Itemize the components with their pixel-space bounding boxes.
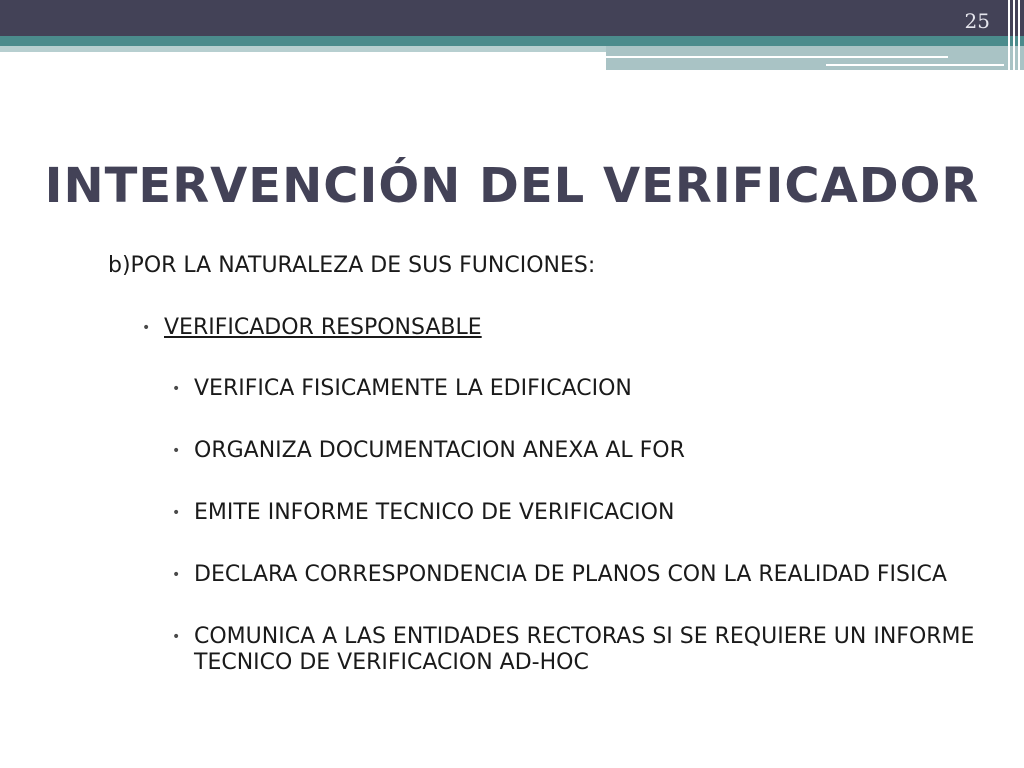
list-item-text: VERIFICA FISICAMENTE LA EDIFICACION [194,376,632,401]
section-bullet [108,314,988,342]
header-divider-line [606,56,948,58]
list-item [108,438,988,464]
list-item-text: ORGANIZA DOCUMENTACION ANEXA AL FOR [194,438,685,463]
section-label: VERIFICADOR RESPONSABLE [164,315,482,340]
list-item-text: EMITE INFORME TECNICO DE VERIFICACION [194,500,675,525]
header-vertical-lines [1004,0,1024,70]
list-item [108,376,988,402]
slide-number: 25 [964,9,990,33]
bullet-icon: • [172,629,181,645]
header-divider-line [826,64,1004,66]
bullet-icon: • [172,567,181,583]
list-item-text: DECLARA CORRESPONDENCIA DE PLANOS CON LA REALIDAD FISICA [194,562,947,587]
header-bar [0,0,1024,36]
bullet-icon: • [142,320,151,336]
slide-title: INTERVENCIÓN DEL VERIFICADOR [44,158,980,214]
header-step-block [606,46,1024,70]
header-light-band [0,46,606,52]
list-item [108,562,988,588]
slide-body [108,252,988,712]
bullet-icon: • [172,443,181,459]
list-item [108,624,988,676]
header-accent-band [0,36,1024,46]
list-item [108,500,988,526]
bullet-icon: • [172,505,181,521]
list-item-text: COMUNICA A LAS ENTIDADES RECTORAS SI SE REQUIERE UN INFORME TECNICO DE VERIFICACION AD-HOC [194,624,975,675]
bullet-icon: • [172,381,181,397]
intro-text: b)POR LA NATURALEZA DE SUS FUNCIONES: [108,253,596,278]
